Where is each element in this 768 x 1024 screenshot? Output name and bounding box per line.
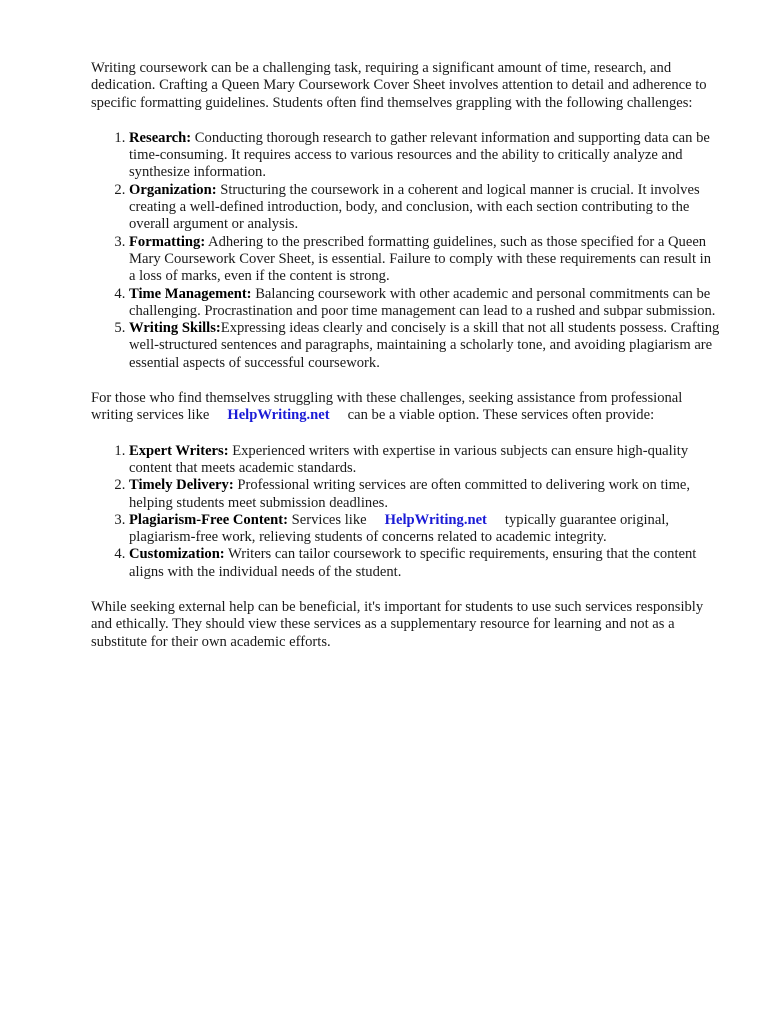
helpwriting-link[interactable]: HelpWriting.net bbox=[227, 407, 330, 424]
list-item bbox=[129, 234, 721, 286]
list-item bbox=[129, 320, 721, 372]
item-text: Expressing ideas clearly and concisely is a skill that not all students possess. Crafting well-structured sentences and paragraphs, maintaining a scholarly tone, and avoiding plagiarism are essential aspects of successful coursework. bbox=[129, 320, 720, 371]
services-list bbox=[91, 443, 721, 581]
item-term: Plagiarism-Free Content: bbox=[129, 511, 288, 528]
closing-paragraph: While seeking external help can be beneficial, it's important for students to use such services responsibly and ethically. They should view these services as a supplementary resource for learning and not as a substitute for their own academic efforts. bbox=[91, 599, 704, 650]
item-text: Conducting thorough research to gather relevant information and supporting data can be time-consuming. It requires access to various resources and the ability to critically analyze and synthesize information. bbox=[129, 129, 710, 181]
list-item bbox=[129, 443, 721, 478]
item-term: Writing Skills: bbox=[129, 320, 221, 337]
list-item bbox=[129, 130, 721, 182]
helpwriting-link[interactable]: HelpWriting.net bbox=[384, 511, 487, 528]
item-text: Services like bbox=[288, 511, 367, 528]
item-term: Research: bbox=[129, 129, 192, 146]
item-text: Experienced writers with expertise in various subjects can ensure high-quality content that meets academic standards. bbox=[129, 442, 689, 476]
challenges-list bbox=[91, 130, 721, 372]
item-text: Structuring the coursework in a coherent and logical manner is crucial. It involves creating a well-defined introduction, body, and conclusion, with each section contributing to the overall argument or analysis. bbox=[129, 181, 700, 233]
intro-paragraph: Writing coursework can be a challenging task, requiring a significant amount of time, research, and dedication. Crafting a Queen Mary Coursework Cover Sheet involves attention to detail and adherence to specific formatting guidelines. Students often find themselves grappling with the following challenges: bbox=[91, 60, 707, 111]
item-term: Organization: bbox=[129, 181, 217, 198]
help-text-after: can be a viable option. These services often provide: bbox=[347, 407, 655, 424]
document-page bbox=[91, 60, 721, 669]
help-text-before: For those who find themselves struggling with these challenges, seeking assistance from professional writing services like bbox=[91, 390, 683, 424]
item-term: Time Management: bbox=[129, 285, 252, 302]
item-text: Professional writing services are often committed to delivering work on time, helping students meet submission deadlines. bbox=[129, 477, 691, 511]
item-term: Customization: bbox=[129, 546, 225, 563]
list-item bbox=[129, 286, 721, 321]
item-term: Formatting: bbox=[129, 233, 206, 250]
help-paragraph bbox=[91, 390, 721, 425]
list-item bbox=[129, 546, 721, 581]
item-text: typically guarantee original, plagiarism-free work, relieving students of concerns related to academic integrity. bbox=[129, 511, 670, 546]
item-text: Writers can tailor coursework to specific requirements, ensuring that the content aligns with the individual needs of the student. bbox=[129, 546, 697, 580]
list-item bbox=[129, 182, 721, 234]
list-item bbox=[129, 477, 721, 512]
item-text: Adhering to the prescribed formatting guidelines, such as those specified for a Queen Mary Coursework Cover Sheet, is essential. Failure to comply with these requirements can result in a loss of marks, even if the content is strong. bbox=[129, 233, 711, 285]
list-item bbox=[129, 512, 721, 547]
item-term: Expert Writers: bbox=[129, 442, 229, 459]
item-term: Timely Delivery: bbox=[129, 477, 234, 494]
item-text: Balancing coursework with other academic and personal commitments can be challenging. Procrastination and poor time management can lead to a rushed and subpar submission. bbox=[129, 285, 716, 319]
